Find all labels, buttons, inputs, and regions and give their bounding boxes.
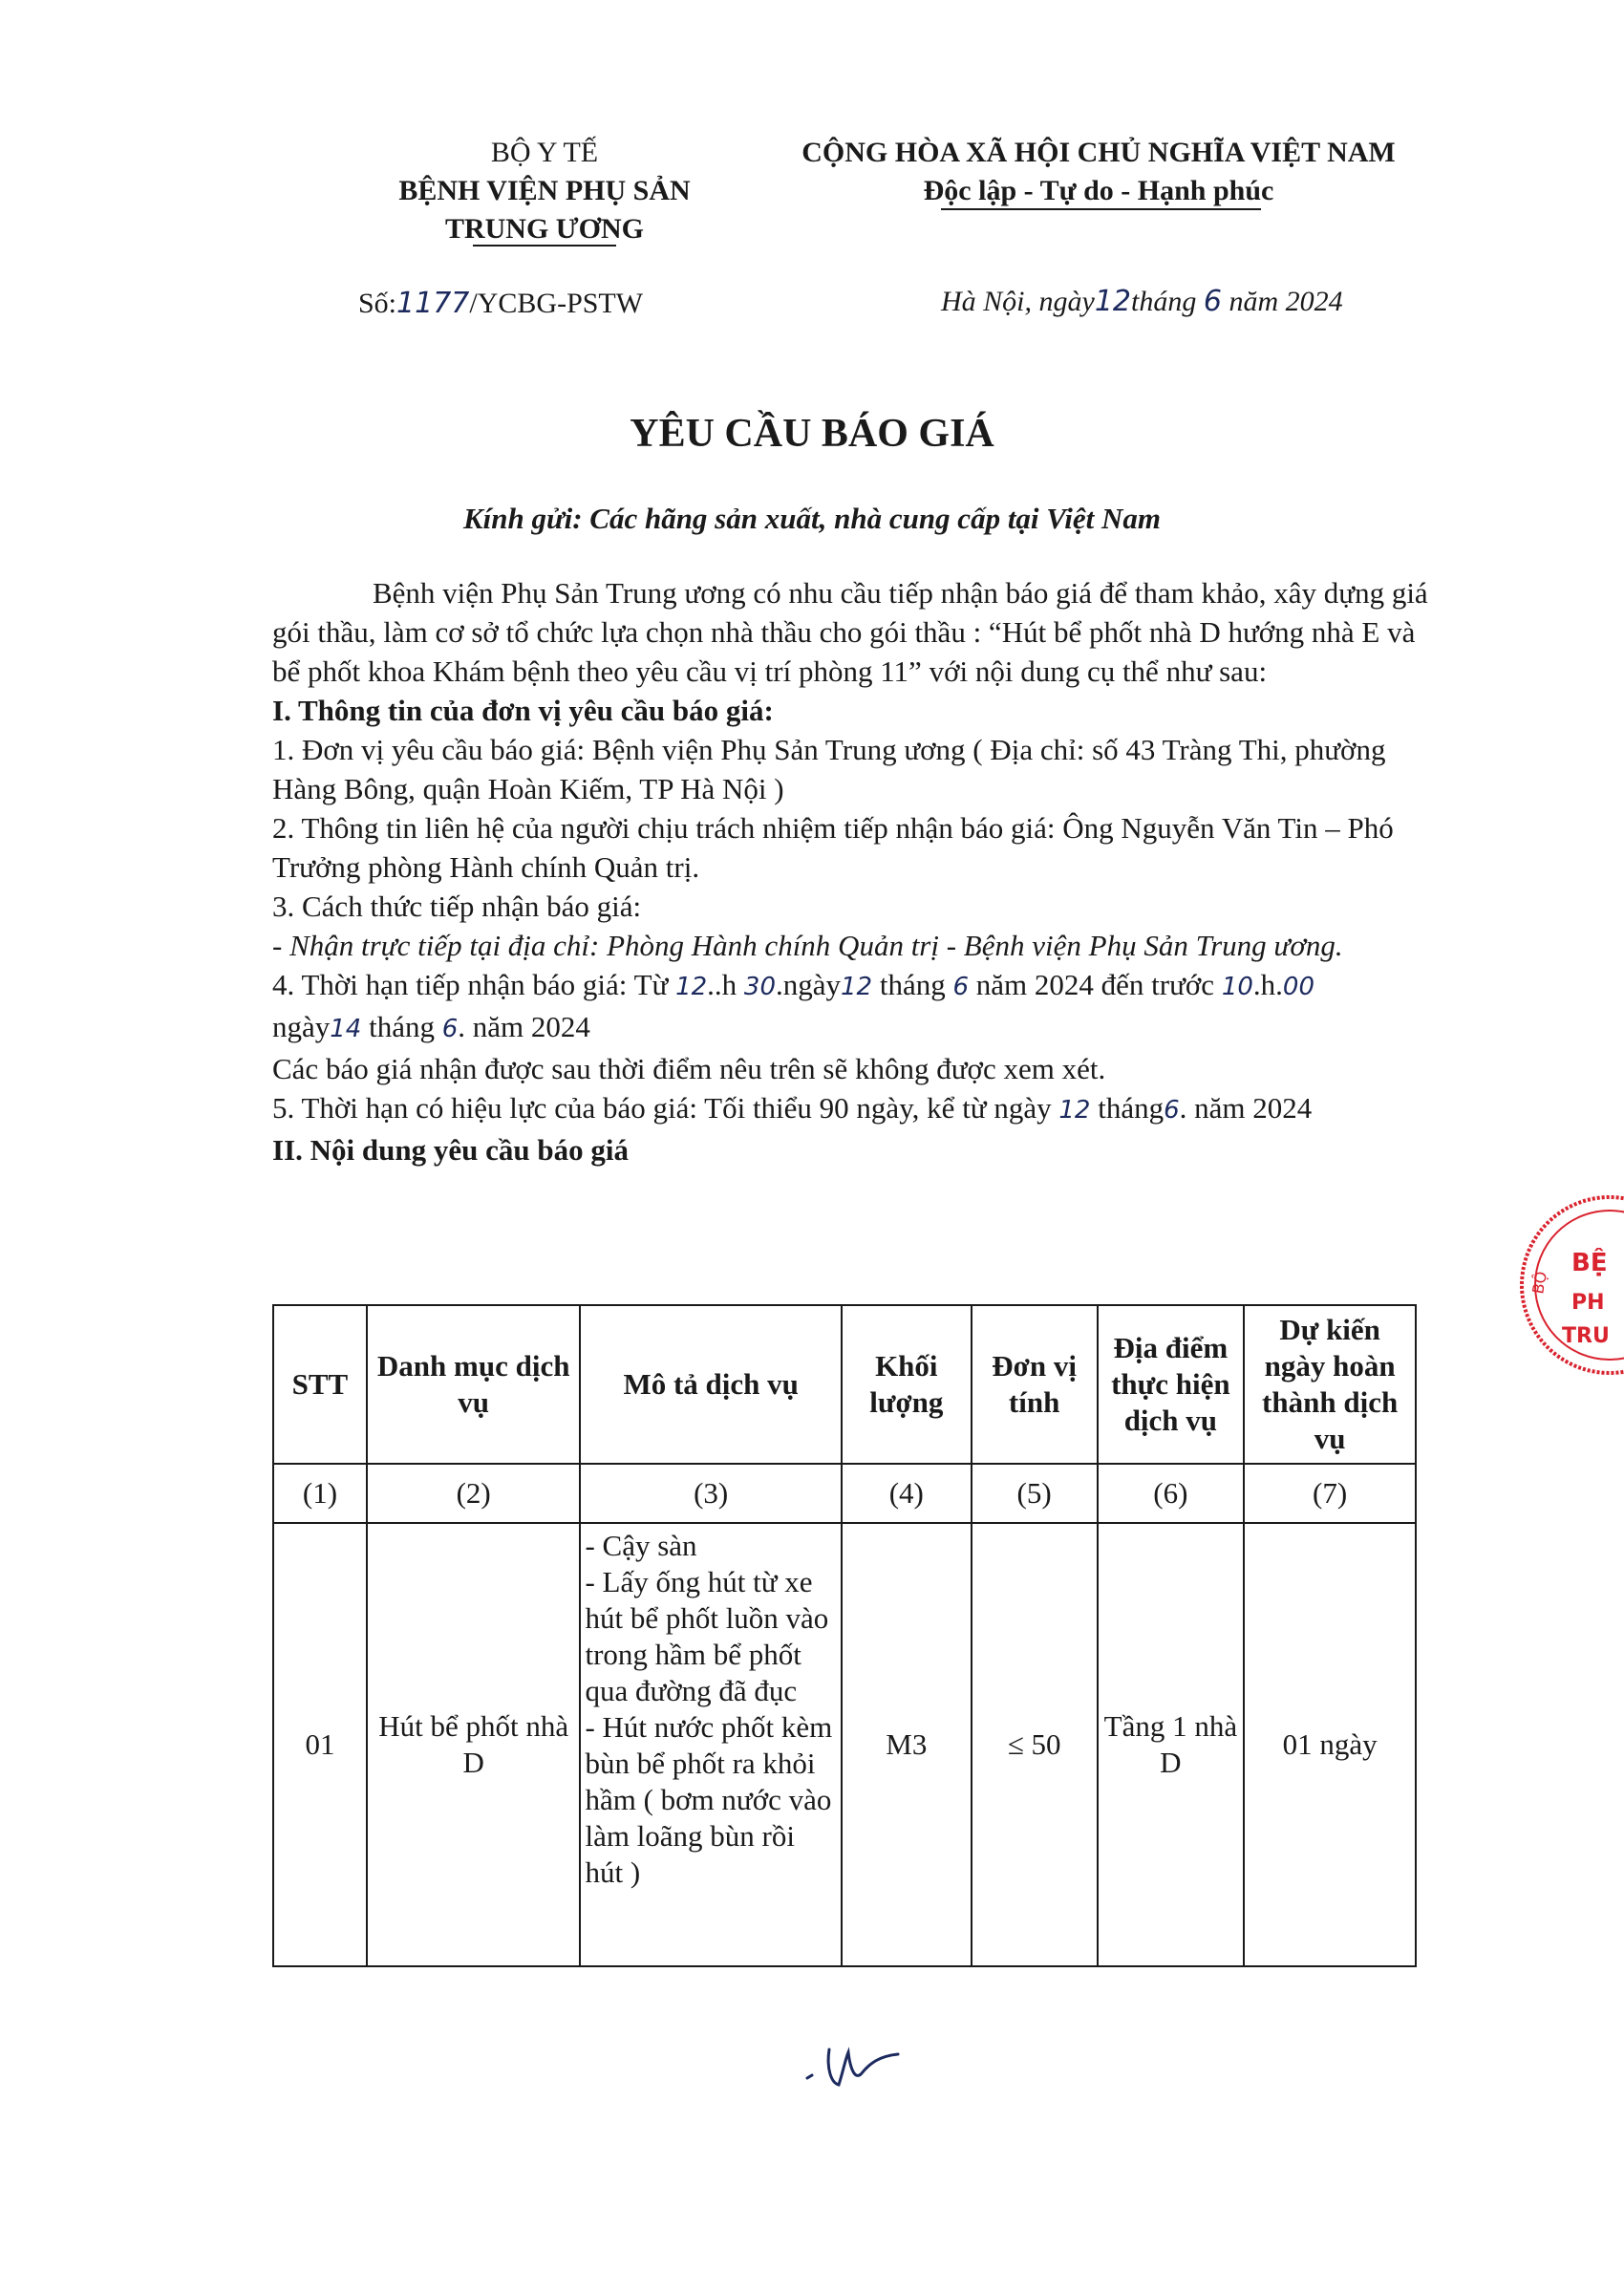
item5-month: 6 (1164, 1096, 1180, 1125)
cell-location: Tầng 1 nhà D (1098, 1523, 1245, 1966)
doc-number-prefix: Số: (358, 288, 397, 319)
table-header-row (273, 1305, 1416, 1464)
intro-paragraph: Bệnh viện Phụ Sản Trung ương có nhu cầu tiếp nhận báo giá để tham khảo, xây dựng giá gói thầu, làm cơ sở tổ chức lựa chọn nhà thầu cho gói thầu : “Hút bể phốt nhà D hướng nhà E và bể phốt khoa Khám bệnh theo yêu cầu vị trí phòng 11” với nội dung cụ thể như sau: (272, 576, 1428, 688)
section1-item4 (272, 965, 1433, 1049)
hospital-name-line1: BỆNH VIỆN PHỤ SẢN (398, 175, 691, 206)
document-date (941, 285, 1343, 318)
header-duration: Dự kiến ngày hoàn thành dịch vụ (1244, 1305, 1416, 1464)
item4-day-start: 12 (841, 973, 873, 1001)
late-note: Các báo giá nhận được sau thời điểm nêu trên sẽ không được xem xét. (272, 1052, 1106, 1085)
ministry-name: BỘ Y TẾ (490, 137, 599, 168)
col-number: (3) (580, 1464, 841, 1523)
country-name: CỘNG HÒA XÃ HỘI CHỦ NGHĨA VIỆT NAM (801, 137, 1396, 168)
section2-heading: II. Nội dung yêu cầu báo giá (272, 1133, 629, 1167)
item4-minute-end: 00 (1282, 973, 1314, 1001)
col-number: (1) (273, 1464, 367, 1523)
document-title: YÊU CẦU BÁO GIÁ (630, 412, 994, 456)
table-row (273, 1523, 1416, 1966)
item4-day-end: 14 (330, 1015, 362, 1043)
doc-number-suffix: /YCBG-PSTW (469, 288, 644, 319)
item4-text: 4. Thời hạn tiếp nhận báo giá: Từ (272, 968, 676, 1001)
header-unit: Khối lượng (842, 1305, 972, 1464)
item4-text: năm 2024 đến trước (969, 968, 1222, 1001)
col-number: (6) (1098, 1464, 1245, 1523)
section1-item5 (272, 1088, 1433, 1130)
col-number: (7) (1244, 1464, 1416, 1523)
item5-text: tháng (1090, 1091, 1165, 1125)
header-description: Mô tả dịch vụ (580, 1305, 841, 1464)
motto: Độc lập - Tự do - Hạnh phúc (923, 175, 1274, 206)
item4-text: ngày (272, 1010, 331, 1043)
date-month: 6 (1203, 285, 1222, 318)
stamp-text: TRU (1562, 1324, 1610, 1348)
item4-text: .h. (1252, 968, 1283, 1001)
item4-text: tháng (872, 968, 953, 1001)
section1-item3: 3. Cách thức tiếp nhận báo giá: (272, 890, 642, 923)
date-day: 12 (1094, 285, 1132, 318)
section1-item3-detail: - Nhận trực tiếp tại địa chỉ: Phòng Hành chính Quản trị - Bệnh viện Phụ Sản Trung ương. (272, 929, 1343, 962)
quote-request-table (272, 1304, 1417, 1967)
item4-text: ..h (707, 968, 744, 1001)
item4-month-start: 6 (952, 973, 970, 1001)
initial-signature (802, 2035, 908, 2092)
stamp-text: PH (1571, 1291, 1605, 1315)
cell-unit: M3 (842, 1523, 972, 1966)
document-body (272, 573, 1433, 1169)
stamp-text: BỆ (1571, 1249, 1608, 1277)
salutation: Kính gửi: Các hãng sản xuất, nhà cung cấp tại Việt Nam (462, 502, 1161, 535)
cell-quantity: ≤ 50 (972, 1523, 1098, 1966)
motto-underline (941, 208, 1261, 210)
item5-day: 12 (1058, 1096, 1091, 1125)
item4-hour-start: 12 (675, 973, 708, 1001)
item4-hour-end: 10 (1221, 973, 1253, 1001)
desc-line: - Cậy sàn (585, 1529, 697, 1562)
cell-description (580, 1523, 841, 1966)
item4-text: .ngày (776, 968, 842, 1001)
col-number: (2) (367, 1464, 581, 1523)
item4-minute-start: 30 (743, 973, 776, 1001)
section1-item2: 2. Thông tin liên hệ của người chịu trách nhiệm tiếp nhận báo giá: Ông Nguyễn Văn Tin – Phó Trưởng phòng Hành chính Quản trị. (272, 811, 1394, 884)
header-stt: STT (273, 1305, 367, 1464)
col-number: (5) (972, 1464, 1098, 1523)
official-stamp (1514, 1190, 1624, 1381)
desc-line: - Hút nước phốt kèm bùn bể phốt ra khỏi hầm ( bơm nước vào làm loãng bùn rồi hút ) (585, 1710, 833, 1889)
cell-stt: 01 (273, 1523, 367, 1966)
section1-item1: 1. Đơn vị yêu cầu báo giá: Bệnh viện Phụ Sản Trung ương ( Địa chỉ: số 43 Tràng Thi, phường Hàng Bông, quận Hoàn Kiếm, TP Hà Nội ) (272, 733, 1386, 805)
header-quantity: Đơn vị tính (972, 1305, 1098, 1464)
date-place: Hà Nội, ngày (941, 286, 1095, 317)
desc-line: - Lấy ống hút từ xe hút bể phốt luồn vào trong hầm bể phốt qua đường đã đục (585, 1565, 829, 1707)
col-number: (4) (842, 1464, 972, 1523)
item4-text: . năm 2024 (458, 1010, 590, 1043)
header-location: Địa điểm thực hiện dịch vụ (1098, 1305, 1245, 1464)
date-month-label: tháng (1131, 286, 1197, 317)
table-column-number-row (273, 1464, 1416, 1523)
stamp-text: BỘ (1528, 1270, 1551, 1296)
item4-text: tháng (361, 1010, 442, 1043)
section1-heading: I. Thông tin của đơn vị yêu cầu báo giá: (272, 694, 774, 727)
cell-duration: 01 ngày (1244, 1523, 1416, 1966)
document-number (358, 287, 643, 320)
cell-service: Hút bể phốt nhà D (367, 1523, 581, 1966)
doc-number-handwritten: 1177 (396, 287, 470, 320)
header-service: Danh mục dịch vụ (367, 1305, 581, 1464)
item5-text: 5. Thời hạn có hiệu lực của báo giá: Tối thiểu 90 ngày, kể từ ngày (272, 1091, 1059, 1125)
date-year: năm 2024 (1229, 286, 1343, 317)
agency-underline (473, 245, 616, 247)
agency-block (344, 134, 745, 248)
hospital-name-line2: TRUNG ƯƠNG (444, 213, 645, 245)
item4-month-end: 6 (441, 1015, 459, 1043)
item5-text: . năm 2024 (1179, 1091, 1313, 1125)
national-block (764, 134, 1433, 210)
